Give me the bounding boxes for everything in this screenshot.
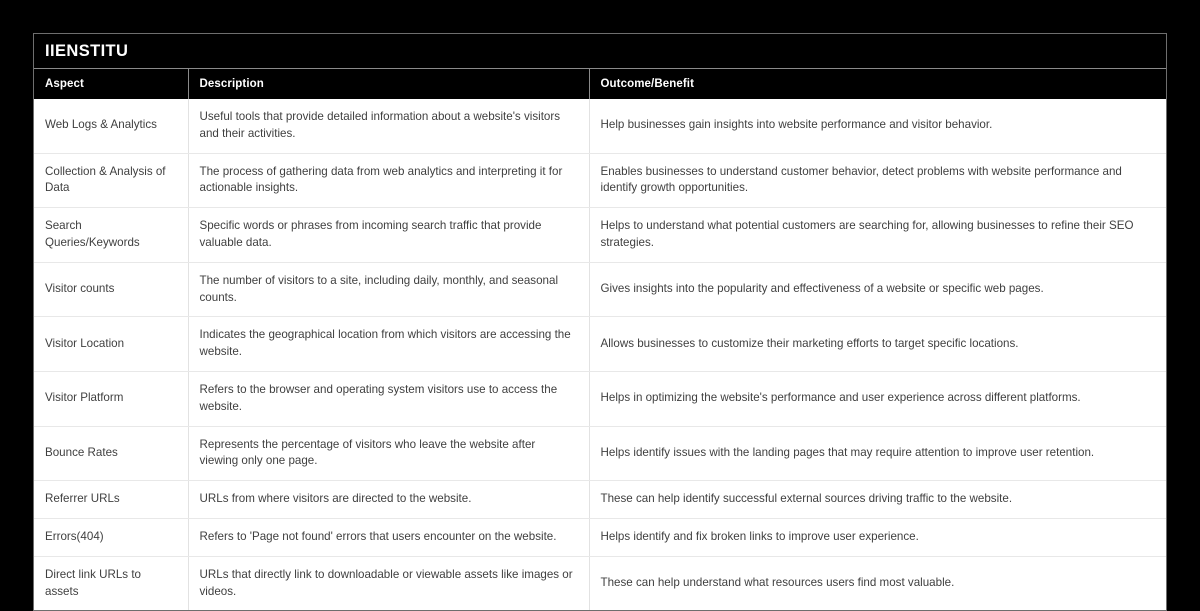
table-head: [34, 69, 1166, 99]
title-bar: [34, 34, 1166, 69]
table-cell-outcome: Helps to understand what potential customers are searching for, allowing businesses to refine their SEO strategies.: [589, 208, 1166, 263]
table-row: [34, 426, 1166, 481]
column-header-description[interactable]: Description: [188, 69, 589, 99]
column-header-outcome[interactable]: Outcome/Benefit: [589, 69, 1166, 99]
table-cell-aspect: Search Queries/Keywords: [34, 208, 188, 263]
table-cell-aspect: Referrer URLs: [34, 481, 188, 519]
table-cell-aspect: Visitor counts: [34, 262, 188, 317]
table-cell-outcome: These can help identify successful external sources driving traffic to the website.: [589, 481, 1166, 519]
table-cell-description: Represents the percentage of visitors who leave the website after viewing only one page.: [188, 426, 589, 481]
table-header-row: [34, 69, 1166, 99]
brand-title: IIENSTITU: [45, 41, 129, 60]
table-cell-description: The number of visitors to a site, including daily, monthly, and seasonal counts.: [188, 262, 589, 317]
table-cell-aspect: Web Logs & Analytics: [34, 99, 188, 153]
table-cell-description: The process of gathering data from web analytics and interpreting it for actionable insights.: [188, 153, 589, 208]
table-row: [34, 99, 1166, 153]
column-header-aspect[interactable]: Aspect: [34, 69, 188, 99]
table-body: [34, 99, 1166, 610]
table-cell-aspect: Visitor Platform: [34, 371, 188, 426]
table-cell-outcome: Gives insights into the popularity and effectiveness of a website or specific web pages.: [589, 262, 1166, 317]
table-cell-outcome: These can help understand what resources users find most valuable.: [589, 556, 1166, 610]
table-row: [34, 518, 1166, 556]
table-cell-description: Refers to 'Page not found' errors that users encounter on the website.: [188, 518, 589, 556]
table-cell-description: Specific words or phrases from incoming search traffic that provide valuable data.: [188, 208, 589, 263]
table-cell-aspect: Direct link URLs to assets: [34, 556, 188, 610]
table-row: [34, 556, 1166, 610]
table-cell-aspect: Collection & Analysis of Data: [34, 153, 188, 208]
table-cell-description: URLs that directly link to downloadable or viewable assets like images or videos.: [188, 556, 589, 610]
table-cell-aspect: Errors(404): [34, 518, 188, 556]
table-row: [34, 262, 1166, 317]
table-cell-outcome: Allows businesses to customize their marketing efforts to target specific locations.: [589, 317, 1166, 372]
table-row: [34, 208, 1166, 263]
table-cell-description: URLs from where visitors are directed to the website.: [188, 481, 589, 519]
table-row: [34, 153, 1166, 208]
table-cell-outcome: Helps identify and fix broken links to improve user experience.: [589, 518, 1166, 556]
table-cell-outcome: Enables businesses to understand customer behavior, detect problems with website performance and identify growth opportunities.: [589, 153, 1166, 208]
table-cell-description: Indicates the geographical location from which visitors are accessing the website.: [188, 317, 589, 372]
table-cell-outcome: Help businesses gain insights into website performance and visitor behavior.: [589, 99, 1166, 153]
data-table-card: [33, 33, 1167, 611]
table-cell-aspect: Visitor Location: [34, 317, 188, 372]
table-row: [34, 481, 1166, 519]
web-analytics-table: [34, 69, 1166, 610]
table-row: [34, 371, 1166, 426]
table-row: [34, 317, 1166, 372]
table-cell-outcome: Helps identify issues with the landing pages that may require attention to improve user retention.: [589, 426, 1166, 481]
table-cell-description: Refers to the browser and operating system visitors use to access the website.: [188, 371, 589, 426]
table-cell-outcome: Helps in optimizing the website's performance and user experience across different platforms.: [589, 371, 1166, 426]
table-cell-description: Useful tools that provide detailed information about a website's visitors and their activities.: [188, 99, 589, 153]
table-cell-aspect: Bounce Rates: [34, 426, 188, 481]
